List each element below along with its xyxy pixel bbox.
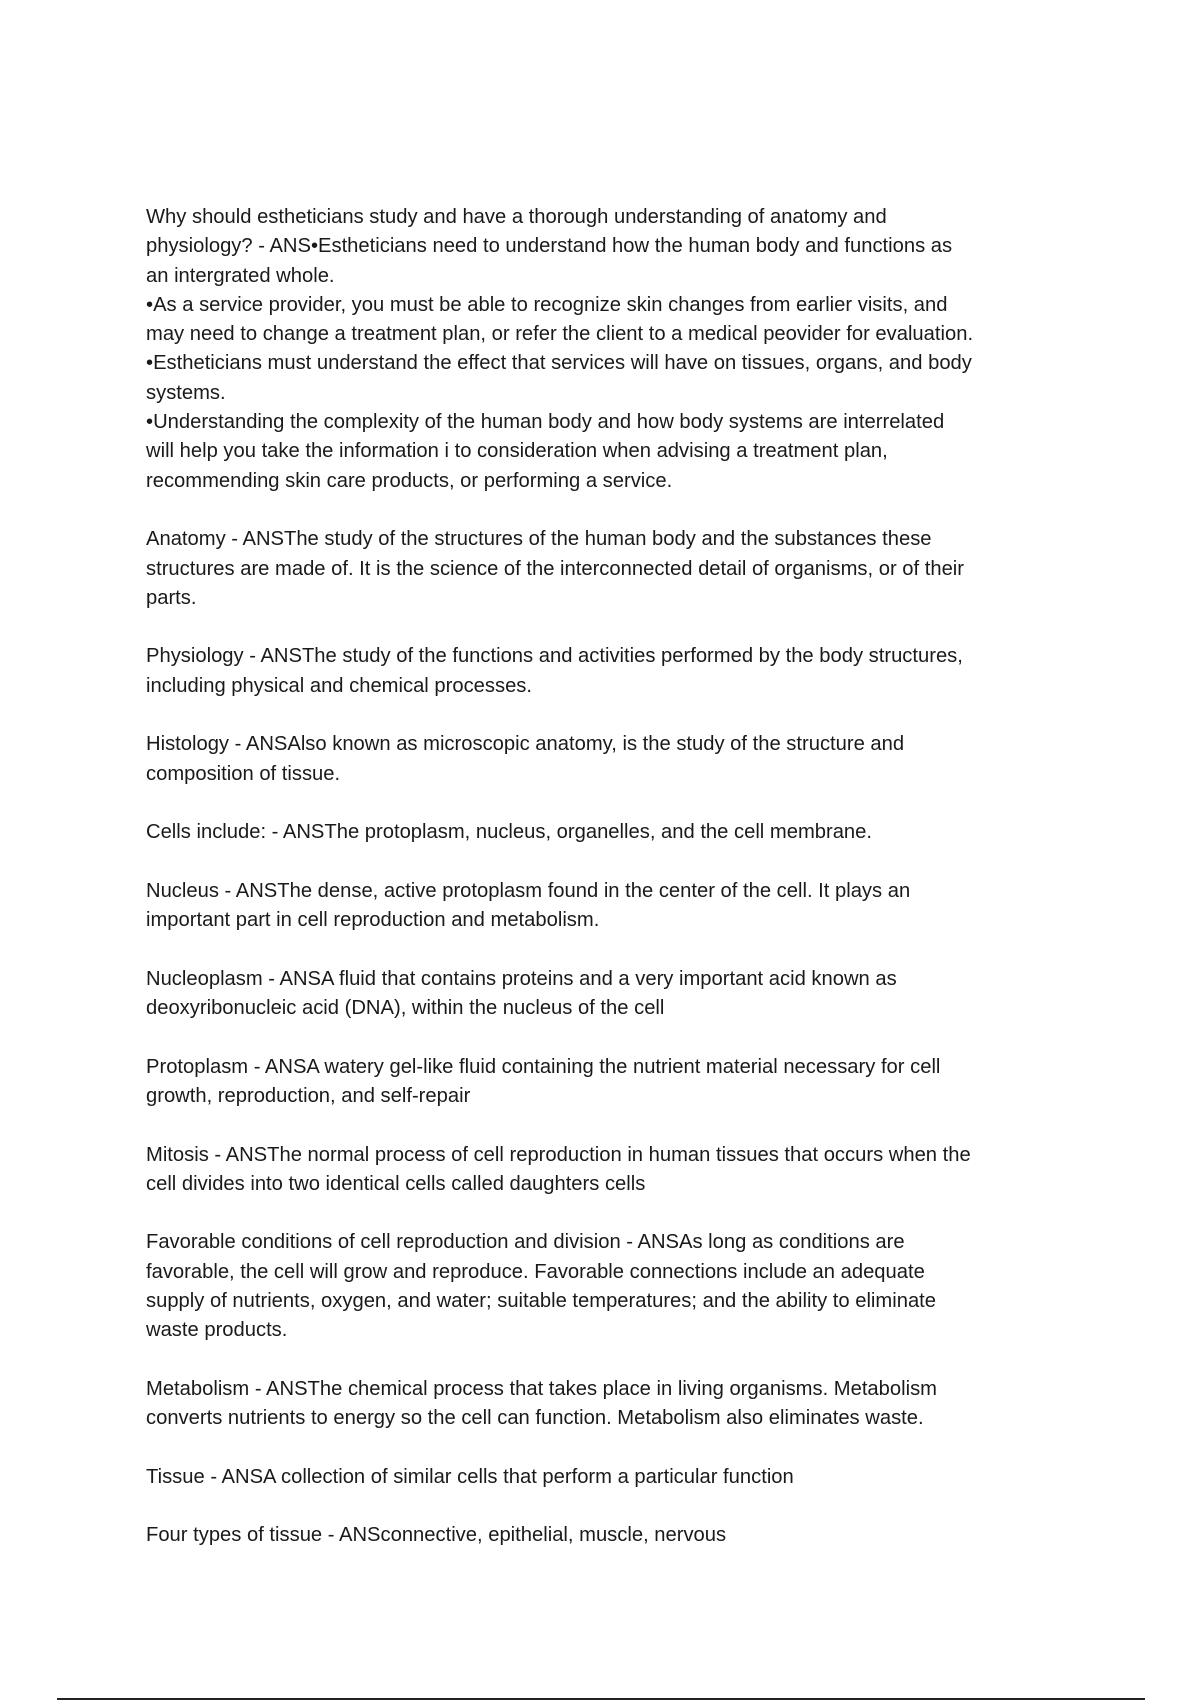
- text-line: physiology? - ANS•Estheticians need to understand how the human body and functions as: [146, 235, 953, 258]
- text-line: Histology - ANSAlso known as microscopic anatomy, is the study of the structure and: [146, 733, 905, 756]
- text-line: may need to change a treatment plan, or refer the client to a medical peovider for evaluation.: [146, 323, 974, 346]
- text-line: Favorable conditions of cell reproduction and division - ANSAs long as conditions are: [146, 1231, 905, 1254]
- text-line: •As a service provider, you must be able to recognize skin changes from earlier visits, and: [146, 293, 948, 316]
- text-line: Metabolism - ANSThe chemical process that takes place in living organisms. Metabolism: [146, 1377, 937, 1400]
- text-line: recommending skin care products, or performing a service.: [146, 469, 673, 492]
- text-line: Tissue - ANSA collection of similar cells that perform a particular function: [146, 1465, 794, 1488]
- text-line: important part in cell reproduction and metabolism.: [146, 909, 600, 932]
- text-line: Physiology - ANSThe study of the functions and activities performed by the body structures,: [146, 645, 963, 668]
- text-line: Four types of tissue - ANSconnective, epithelial, muscle, nervous: [146, 1524, 727, 1547]
- text-line: •Estheticians must understand the effect that services will have on tissues, organs, and body: [146, 352, 972, 375]
- text-line: waste products.: [146, 1319, 288, 1342]
- text-line: structures are made of. It is the science of the interconnected detail of organisms, or of their: [146, 557, 965, 580]
- text-line: favorable, the cell will grow and reproduce. Favorable connections include an adequate: [146, 1260, 925, 1283]
- text-line: Nucleus - ANSThe dense, active protoplasm found in the center of the cell. It plays an: [146, 879, 911, 902]
- text-line: including physical and chemical processes.: [146, 674, 533, 697]
- text-line: •Understanding the complexity of the human body and how body systems are interrelated: [146, 411, 945, 434]
- text-line: supply of nutrients, oxygen, and water; suitable temperatures; and the ability to eliminate: [146, 1289, 937, 1312]
- entry-nucleoplasm: [146, 965, 1066, 1024]
- text-line: an intergrated whole.: [146, 264, 335, 287]
- text-line: growth, reproduction, and self-repair: [146, 1084, 471, 1107]
- entry-favorable-conditions: [146, 1228, 1066, 1345]
- text-line: converts nutrients to energy so the cell can function. Metabolism also eliminates waste.: [146, 1407, 924, 1430]
- text-line: Protoplasm - ANSA watery gel-like fluid containing the nutrient material necessary for cell: [146, 1055, 941, 1078]
- entry-four-types-of-tissue: [146, 1521, 1066, 1550]
- text-line: Why should estheticians study and have a thorough understanding of anatomy and: [146, 206, 887, 228]
- entry-physiology: [146, 642, 1066, 701]
- text-line: Nucleoplasm - ANSA fluid that contains proteins and a very important acid known as: [146, 967, 897, 990]
- text-line: deoxyribonucleic acid (DNA), within the nucleus of the cell: [146, 997, 665, 1020]
- text-line: systems.: [146, 381, 226, 404]
- text-line: parts.: [146, 586, 197, 609]
- entry-histology: [146, 730, 1066, 789]
- text-line: Mitosis - ANSThe normal process of cell reproduction in human tissues that occurs when the: [146, 1143, 971, 1166]
- entry-mitosis: [146, 1141, 1066, 1200]
- text-line: Anatomy - ANSThe study of the structures of the human body and the substances these: [146, 528, 932, 551]
- entry-why-study-anatomy: [146, 203, 1066, 496]
- entry-cells-include: [146, 818, 1066, 847]
- entry-tissue: [146, 1463, 1066, 1492]
- entry-protoplasm: [146, 1053, 1066, 1112]
- text-line: cell divides into two identical cells called daughters cells: [146, 1172, 646, 1195]
- entry-metabolism: [146, 1375, 1066, 1434]
- text-line: composition of tissue.: [146, 762, 341, 785]
- entry-nucleus: [146, 877, 1066, 936]
- text-line: Cells include: - ANSThe protoplasm, nucleus, organelles, and the cell membrane.: [146, 821, 873, 844]
- document-body: [146, 203, 1066, 1580]
- text-line: will help you take the information i to consideration when advising a treatment plan,: [146, 440, 888, 463]
- entry-anatomy: [146, 525, 1066, 613]
